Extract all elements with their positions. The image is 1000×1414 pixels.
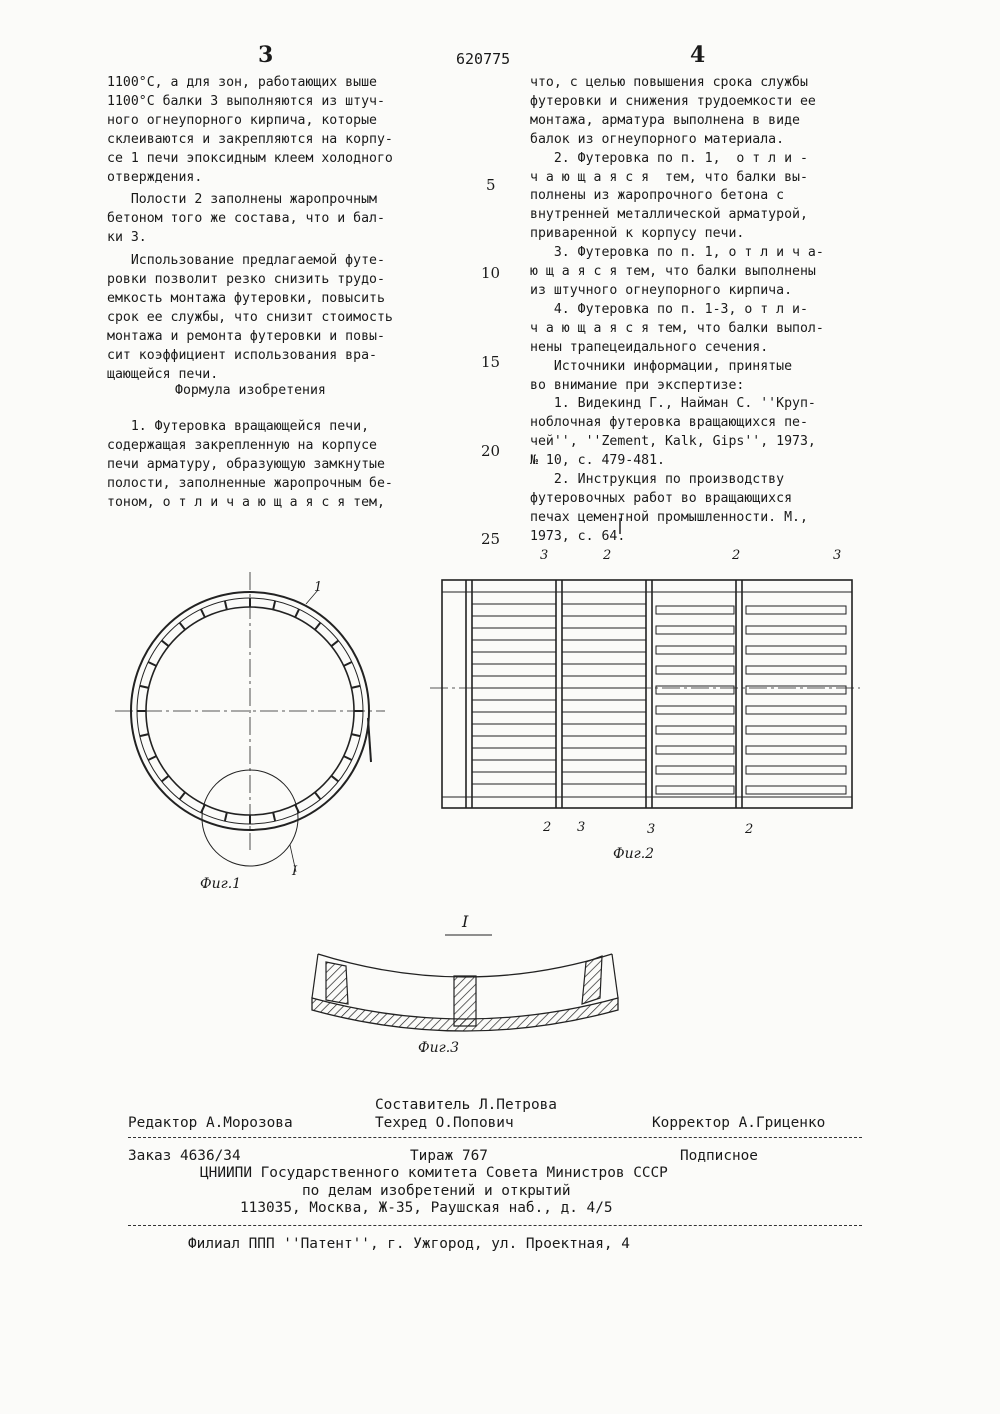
text-line: ровки позволит резко снизить трудо- <box>107 272 385 288</box>
text-line: 1. Видекинд Г., Найман С. ''Круп- <box>530 396 816 412</box>
footer-podpisnoe: Подписное <box>680 1148 758 1164</box>
text-line: печи арматуру, образующую замкнутые <box>107 456 385 472</box>
text-line: Источники информации, принятые <box>530 358 793 374</box>
text-line: футеровочных работ во вращающихся <box>530 490 793 506</box>
fig1-caption: Фиг.1 <box>200 876 242 892</box>
line-number: 10 <box>481 264 501 282</box>
fig3-inner-arc <box>318 954 612 977</box>
text-line: внутренней металлической арматурой, <box>530 207 808 223</box>
text-line: ноблочная футеровка вращающихся пе- <box>530 415 808 431</box>
text-line: 3. Футеровка по п. 1, о т л и ч а- <box>530 245 824 261</box>
text-line: чей'', ''Zement, Kalk, Gips'', 1973, <box>530 434 816 450</box>
fig3-beam-center <box>454 976 476 1026</box>
fig3-end <box>612 954 618 998</box>
fig3-beam-right <box>582 956 602 1004</box>
text-line: ного огнеупорного кирпича, которые <box>107 112 377 128</box>
text-line: ю щ а я с я тем, что балки выполнены <box>530 264 816 280</box>
footer-korrektor: Корректор А.Гриценко <box>652 1115 826 1131</box>
fig3-beam-left <box>326 962 348 1004</box>
text-line: 1973, с. 64. <box>530 528 626 544</box>
text-line: сит коэффициент использования вра- <box>107 347 377 363</box>
footer-zakaz: Заказ 4636/34 <box>128 1148 241 1164</box>
text-line: Использование предлагаемой футе- <box>107 253 385 269</box>
text-line: срок ее службы, что снизит стоимость <box>107 309 393 325</box>
fig2-label-top: 2 <box>732 548 741 563</box>
text-line: склеиваются и закрепляются на корпу- <box>107 131 393 147</box>
text-line: футеровки и снижения трудоемкости ее <box>530 93 816 109</box>
fig3-caption: Фиг.3 <box>418 1040 460 1056</box>
footer-divider <box>128 1137 862 1138</box>
text-line: приваренной к корпусу печи. <box>530 226 745 242</box>
text-line: емкость монтажа футеровки, повысить <box>107 290 385 306</box>
text-line: ч а ю щ а я с я тем, что балки вы- <box>530 169 808 185</box>
text-line: ч а ю щ а я с я тем, что балки выпол- <box>530 320 824 336</box>
text-line: 1. Футеровка вращающейся печи, <box>107 419 370 434</box>
footer-tehred: Техред О.Попович <box>375 1115 514 1131</box>
footer-divider <box>128 1225 862 1226</box>
fig1-label-1: 1 <box>314 580 323 595</box>
fig3-end <box>312 954 318 998</box>
fig2-label-bottom: 2 <box>745 822 754 837</box>
fig2-label-top: 3 <box>540 548 549 563</box>
line-number: 20 <box>481 442 501 460</box>
text-line: отверждения. <box>107 169 203 185</box>
footer-address: 113035, Москва, Ж-35, Раушская наб., д. 4/5 <box>240 1200 613 1216</box>
fig1-label-I: I <box>292 864 298 879</box>
line-number: 15 <box>481 353 501 371</box>
formula-heading: Формула изобретения <box>175 383 326 398</box>
footer-sostavitel: Составитель Л.Петрова <box>375 1097 557 1113</box>
text-line: се 1 печи эпоксидным клеем холодного <box>107 150 393 166</box>
fig2-label-bottom: 3 <box>577 820 586 835</box>
text-line: 2. Инструкция по производству <box>530 472 785 488</box>
footer-org-1: ЦНИИПИ Государственного комитета Совета Министров СССР <box>200 1165 668 1181</box>
text-line: нены трапецеидального сечения. <box>530 339 769 355</box>
footer-redaktor: Редактор А.Морозова <box>128 1115 293 1131</box>
footer-filial: Филиал ППП ''Патент'', г. Ужгород, ул. Проектная, 4 <box>188 1236 630 1252</box>
text-line: из штучного огнеупорного кирпича. <box>530 282 793 298</box>
text-line: содержащая закрепленную на корпусе <box>107 437 377 453</box>
text-line: 2. Футеровка по п. 1, о т л и - <box>530 150 808 166</box>
text-line: тоном, о т л и ч а ю щ а я с я тем, <box>107 494 385 510</box>
line-number: 25 <box>481 530 501 548</box>
fig2-label-top: 3 <box>833 548 842 563</box>
text-line: печах цементной промышленности. М., <box>530 509 808 525</box>
page-number-left: 3 <box>258 42 274 68</box>
text-line: бетоном того же состава, что и бал- <box>107 211 385 227</box>
text-line: во внимание при экспертизе: <box>530 377 745 393</box>
text-line: что, с целью повышения срока службы <box>530 75 808 90</box>
text-line: № 10, с. 479-481. <box>530 453 665 469</box>
text-line: монтажа, арматура выполнена в виде <box>530 112 800 128</box>
text-line: Полости 2 заполнены жаропрочным <box>107 192 377 208</box>
fig2-caption: Фиг.2 <box>613 846 655 862</box>
text-line: полости, заполненные жаропрочным бе- <box>107 475 393 491</box>
text-line: полнены из жаропрочного бетона с <box>530 188 785 204</box>
page-number-right: 4 <box>690 42 706 68</box>
text-line: монтажа и ремонта футеровки и повы- <box>107 328 385 344</box>
line-number: 5 <box>486 176 496 194</box>
footer-org-2: по делам изобретений и открытий <box>302 1183 571 1199</box>
text-line: щающейся печи. <box>107 366 219 382</box>
text-line: 1100°С, а для зон, работающих выше <box>107 75 377 90</box>
patent-number: 620775 <box>456 50 511 68</box>
footer-tirazh: Тираж 767 <box>410 1148 488 1164</box>
text-line: балок из огнеупорного материала. <box>530 131 785 147</box>
text-line: 1100°С балки 3 выполняются из штуч- <box>107 93 385 109</box>
fig3-title: I <box>462 912 469 931</box>
fig2-label-bottom: 2 <box>543 820 552 835</box>
text-line: 4. Футеровка по п. 1-3, о т л и- <box>530 301 808 317</box>
fig2-label-bottom: 3 <box>647 822 656 837</box>
fig2-label-top: 2 <box>603 548 612 563</box>
text-line: ки 3. <box>107 230 147 246</box>
